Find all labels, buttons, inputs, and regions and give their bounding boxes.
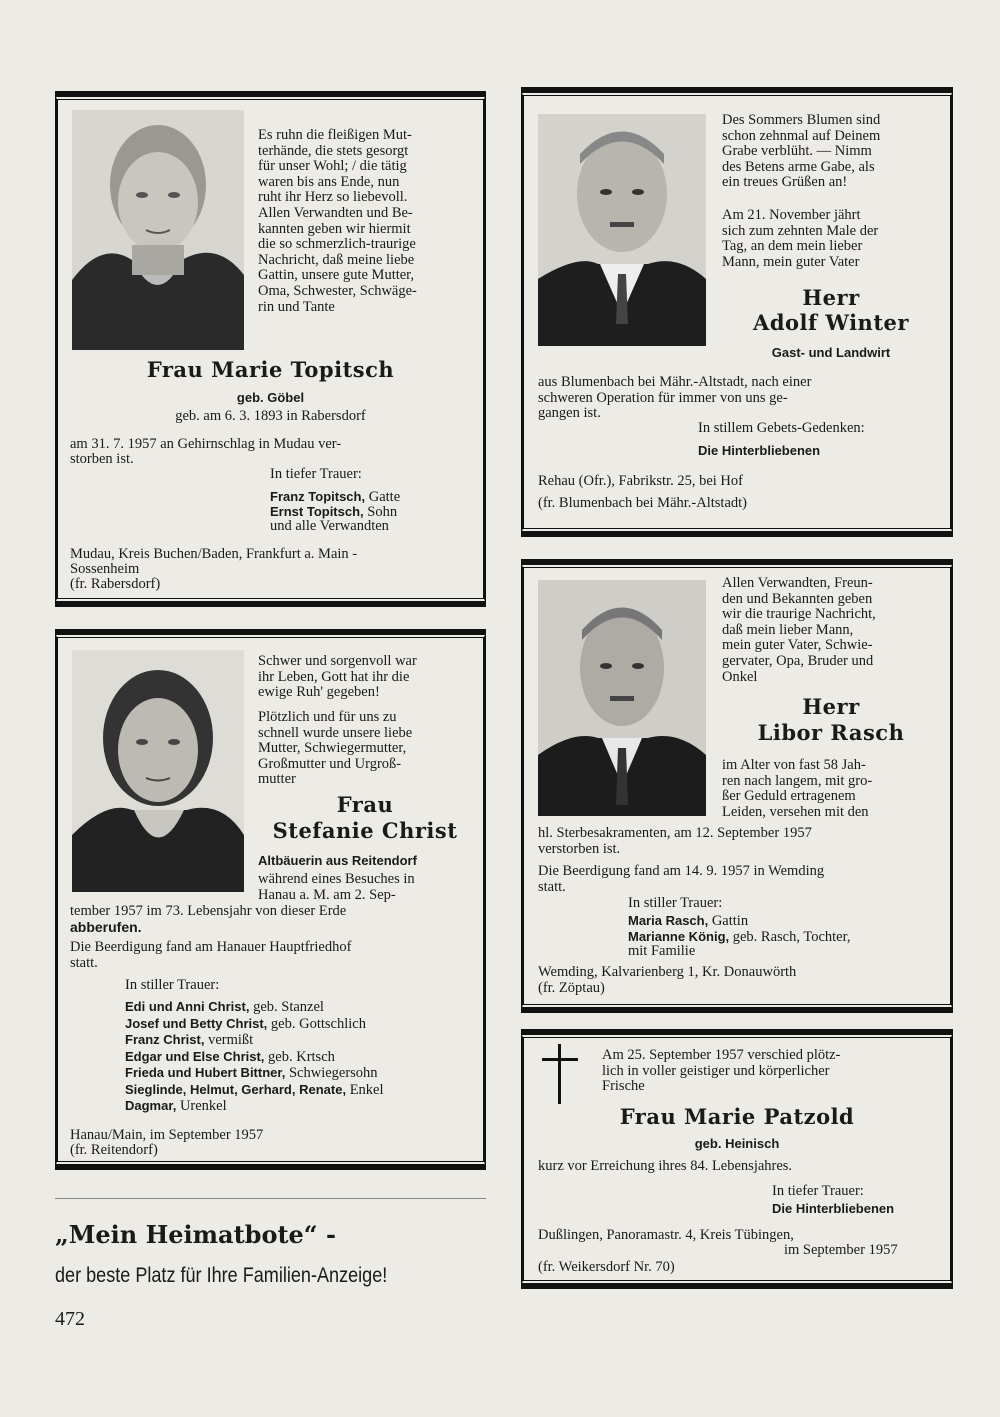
- address-line-2: im September 1957: [784, 1242, 898, 1258]
- portrait-photo-winter: [538, 114, 706, 346]
- family-member: Dagmar, Urenkel: [125, 1098, 227, 1114]
- mourner-3: und alle Verwandten: [270, 518, 389, 534]
- signed-by: Die Hinterbliebenen: [698, 443, 821, 458]
- death-text-a: während eines Besuches in Hanau a. M. am 2. Sep-: [258, 871, 415, 903]
- poem-text: Allen Verwandten, Freun- den und Bekannten geben wir die traurige Nachricht, daß mein lieber Mann, mein guter Vater, Schwie- gervater, Opa, Bruder und Onkel: [722, 575, 876, 685]
- deceased-name: Stefanie Christ: [272, 818, 458, 843]
- obituary-rasch: [521, 564, 953, 1008]
- maiden-name: geb. Heinisch: [694, 1136, 780, 1151]
- death-line-2: storben ist.: [70, 451, 134, 467]
- title-frau: Frau: [336, 792, 394, 817]
- deceased-name: Frau Marie Patzold: [619, 1104, 855, 1129]
- place-line-2: (fr. Reitendorf): [70, 1142, 158, 1158]
- poem-text: Schwer und sorgenvoll war ihr Leben, Gott hat ihr die ewige Ruh' gegeben!: [258, 653, 417, 701]
- intro-text: Plötzlich und für uns zu schnell wurde unsere liebe Mutter, Schwiegermutter, Großmutter und Urgroß- mutter: [258, 709, 413, 788]
- cross-icon: [538, 1044, 582, 1104]
- birth-date: geb. am 6. 3. 1893 in Rabersdorf: [175, 408, 366, 424]
- title-herr: Herr: [802, 694, 860, 719]
- death-text-b: tember 1957 im 73. Lebensjahr von dieser Erde abberufen.: [70, 903, 347, 935]
- address-line-1: Dußlingen, Panoramastr. 4, Kreis Tübingen,: [538, 1227, 794, 1243]
- age-text: kurz vor Erreichung ihres 84. Lebensjahres.: [538, 1158, 793, 1174]
- family-list: [125, 999, 384, 1115]
- occupation: Gast- und Landwirt: [771, 345, 891, 360]
- occupation: Altbäuerin aus Reitendorf: [258, 853, 417, 868]
- family-member: Edgar und Else Christ, geb. Krtsch: [125, 1048, 335, 1065]
- family-member: Franz Christ, vermißt: [125, 1032, 254, 1048]
- deceased-name: Libor Rasch: [757, 720, 905, 745]
- death-text-a: im Alter von fast 58 Jah- ren nach langem, mit gro- ßer Geduld ertragenem Leiden, versehen mit den: [722, 757, 873, 820]
- family-member: Sieglinde, Helmut, Gerhard, Renate, Enkel: [125, 1081, 384, 1098]
- family-member: Edi und Anni Christ, geb. Stanzel: [125, 999, 324, 1015]
- deceased-name: Frau Marie Topitsch: [146, 357, 395, 382]
- portrait-photo-christ: [72, 650, 244, 892]
- funeral-text: Die Beerdigung fand am 14. 9. 1957 in Wemding statt.: [538, 863, 825, 895]
- mourner-1: Maria Rasch, Gattin: [628, 913, 749, 929]
- title-herr: Herr: [802, 285, 860, 310]
- mourning-heading: In stiller Trauer:: [125, 977, 220, 993]
- mourning-heading: In tiefer Trauer:: [270, 466, 362, 482]
- place-line-2: Sossenheim: [70, 561, 140, 577]
- portrait-photo-rasch: [538, 580, 706, 816]
- address-line-1: Rehau (Ofr.), Fabrikstr. 25, bei Hof: [538, 473, 743, 489]
- address-line-2: (fr. Zöptau): [538, 980, 605, 996]
- death-text: aus Blumenbach bei Mähr.-Altstadt, nach einer schweren Operation für immer von uns ge- gangen ist.: [538, 374, 812, 422]
- mourner-2: Ernst Topitsch, Sohn: [270, 504, 398, 520]
- family-member: Josef und Betty Christ, geb. Gottschlich: [125, 1015, 366, 1032]
- poem-text: Des Sommers Blumen sind schon zehnmal auf Deinem Grabe verblüht. — Nimm des Betens arme Gabe, als ein treues Grüßen an!: [722, 112, 881, 191]
- divider-line: [55, 1198, 486, 1199]
- death-text-b: hl. Sterbesakramenten, am 12. September 1957 verstorben ist.: [538, 825, 812, 857]
- family-member: Frieda und Hubert Bittner, Schwiegersohn: [125, 1065, 378, 1081]
- deceased-name: Adolf Winter: [753, 310, 909, 335]
- address-line-2: (fr. Blumenbach bei Mähr.-Altstadt): [538, 495, 747, 511]
- funeral-text: Die Beerdigung fand am Hanauer Hauptfriedhof statt.: [70, 939, 352, 971]
- place-line-3: (fr. Rabersdorf): [70, 576, 161, 592]
- page-number: 472: [55, 1308, 85, 1330]
- promo-subtitle: der beste Platz für Ihre Familien-Anzeige!: [55, 1264, 388, 1287]
- poem-text: Es ruhn die fleißigen Mut- terhände, die stets gesorgt für unser Wohl; / die tätig waren bis ans Ende, nun ruht ihr Herz so liebevoll. Allen Verwandten und Be- kannten geben wir hiermit die so schmerzlich-traurige Nachricht, daß meine liebe Gattin, unsere gute Mutter, Oma, Schwester, Schwäge- rin und Tante: [258, 127, 417, 315]
- mourning-heading: In stiller Trauer:: [628, 895, 723, 911]
- mourning-heading: In tiefer Trauer:: [772, 1183, 864, 1199]
- mourning-heading: In stillem Gebets-Gedenken:: [698, 420, 865, 436]
- address-line-1: Wemding, Kalvarienberg 1, Kr. Donauwörth: [538, 964, 797, 980]
- obituary-winter: [521, 92, 953, 532]
- mourner-2: Marianne König, geb. Rasch, Tochter,: [628, 929, 851, 945]
- obituary-patzold: [521, 1034, 953, 1284]
- obituary-christ: [55, 634, 486, 1165]
- death-text: Am 25. September 1957 verschied plötz- lich in voller geistiger und körperlicher Frische: [602, 1047, 841, 1095]
- death-line-1: am 31. 7. 1957 an Gehirnschlag in Mudau ver-: [70, 436, 342, 452]
- promo-title: „Mein Heimatbote“ -: [55, 1220, 336, 1249]
- mourner-3: mit Familie: [628, 943, 696, 959]
- obituary-topitsch: [55, 96, 486, 602]
- intro-text: Am 21. November jährt sich zum zehnten Male der Tag, an dem mein lieber Mann, mein guter Vater: [722, 207, 879, 270]
- place-line-1: Mudau, Kreis Buchen/Baden, Frankfurt a. Main -: [70, 546, 358, 562]
- portrait-photo-topitsch: [72, 110, 244, 350]
- place-line-1: Hanau/Main, im September 1957: [70, 1127, 264, 1143]
- address-line-3: (fr. Weikersdorf Nr. 70): [538, 1259, 675, 1275]
- maiden-name: geb. Göbel: [236, 390, 305, 405]
- signed-by: Die Hinterbliebenen: [772, 1201, 895, 1216]
- mourner-1: Franz Topitsch, Gatte: [270, 489, 401, 505]
